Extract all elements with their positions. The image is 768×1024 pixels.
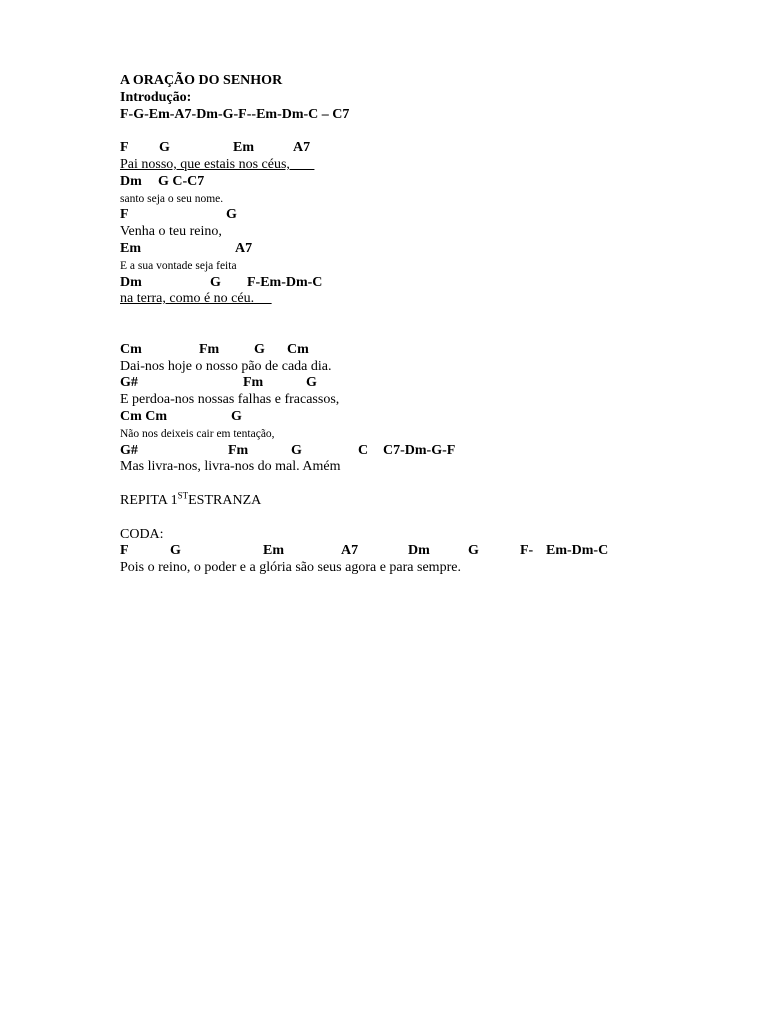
chord-line	[120, 174, 740, 191]
chord-line	[120, 543, 740, 560]
chord: G	[291, 442, 302, 458]
spacer	[120, 308, 740, 325]
chord: Em	[120, 240, 141, 256]
chord: Cm	[287, 341, 309, 357]
chord: A7	[293, 140, 311, 156]
chord: C7-Dm-G-F	[383, 442, 456, 458]
chord-line	[120, 207, 740, 224]
chord: Em-Dm-C	[546, 543, 609, 559]
chord-line	[120, 241, 740, 258]
lyric-line: E a sua vontade seja feita	[120, 259, 237, 272]
lyric-line: na terra, como é no céu.	[120, 291, 272, 307]
chord: F-Em-Dm-C	[247, 274, 323, 290]
chord: Cm	[120, 341, 142, 357]
chord: Em	[263, 543, 284, 559]
lyric-line: Pai nosso, que estais nos céus,	[120, 156, 315, 172]
chord: G	[231, 408, 242, 424]
spacer	[120, 476, 740, 493]
intro-chords: F-G-Em-A7-Dm-G-F--Em-Dm-C – C7	[120, 106, 350, 122]
lyric-line: Não nos deixeis cair em tentação,	[120, 427, 275, 440]
repeat-prefix: REPITA 1	[120, 492, 178, 508]
coda-label: CODA:	[120, 526, 164, 542]
chord: A7	[235, 240, 253, 256]
chord: G	[254, 341, 265, 357]
lyric-line: E perdoa-nos nossas falhas e fracassos,	[120, 392, 340, 408]
chord-line	[120, 275, 740, 292]
chord: G	[468, 543, 479, 559]
chord: F	[120, 543, 129, 559]
chord: G C-C7	[158, 173, 205, 189]
repeat-instruction	[120, 490, 740, 510]
chord-line	[120, 375, 740, 392]
chord: G	[159, 140, 170, 156]
chord: C	[358, 442, 369, 458]
chord: G#	[120, 375, 138, 391]
lyric-line: Dai-nos hoje o nosso pão de cada dia.	[120, 358, 332, 374]
chord: F	[120, 140, 129, 156]
spacer	[120, 510, 740, 527]
chord: G	[210, 274, 221, 290]
chord: Dm	[120, 274, 142, 290]
repeat-suffix: ESTRANZA	[188, 492, 262, 508]
chord: Dm	[120, 173, 142, 189]
chord: G#	[120, 442, 138, 458]
chord: Em	[233, 140, 254, 156]
chord-line	[120, 409, 740, 426]
lyric-line: Mas livra-nos, livra-nos do mal. Amém	[120, 459, 341, 475]
chord: G	[226, 207, 237, 223]
chord-line	[120, 140, 740, 157]
lyric-line: Pois o reino, o poder e a glória são seus agora e para sempre.	[120, 560, 461, 576]
chord: A7	[341, 543, 359, 559]
chord: G	[306, 375, 317, 391]
repeat-superscript: ST	[177, 490, 189, 501]
chord: F	[120, 207, 129, 223]
chord: Fm	[199, 341, 220, 357]
chord: Dm	[408, 543, 430, 559]
spacer	[120, 123, 740, 140]
chord: F-	[520, 543, 534, 559]
song-title: A ORAÇÃO DO SENHOR	[120, 73, 283, 88]
chord: G	[170, 543, 181, 559]
lyric-line: Venha o teu reino,	[120, 224, 222, 240]
lyric-line: santo seja o seu nome.	[120, 192, 224, 205]
spacer	[120, 325, 740, 342]
chord: Fm	[228, 442, 249, 458]
intro-label: Introdução:	[120, 89, 192, 105]
chord-line	[120, 342, 740, 359]
chord-line	[120, 443, 740, 460]
chord: Cm Cm	[120, 408, 168, 424]
song-sheet	[120, 73, 740, 577]
chord: Fm	[243, 375, 264, 391]
